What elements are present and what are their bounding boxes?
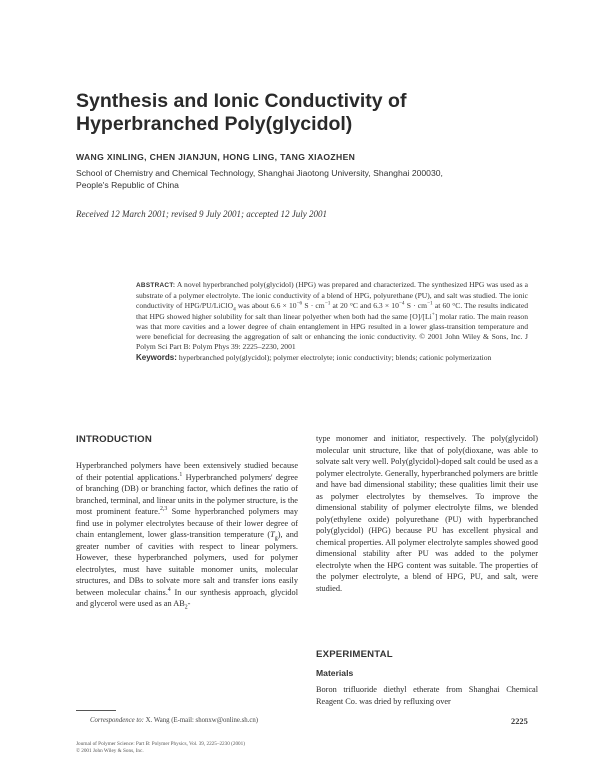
introduction-right-column: type monomer and initiator, respectively. The poly(glycidol) molecular unit structure, like that of poly(dioxane, was able to solvate salt very well. Poly(glycidol)-doped salt could be used as a polymer electrolyte. Generally, hyperbranched polymers are brittle and have bad dimensional stability; these qualities limit their use as polymer electrolytes by themselves. To improve the dimensional stability of polymer electrolyte films, we blended poly(ethylene oxide) polyurethane (PU) with hyperbranched poly(glycidol) (HPG) because PU has excellent physical and chemical properties. All polymer electrolyte samples showed good dimensional stability after PU was added to the polymer electrolyte when the HPG content was suitable. The properties of the polymer electrolyte, a blend of HPG, PU, and salt, were studied. — [316, 434, 538, 593]
author-list: WANG XINLING, CHEN JIANJUN, HONG LING, TANG XIAOZHEN — [76, 152, 356, 162]
page-number: 2225 — [511, 717, 528, 726]
correspondence-label: Correspondence to: — [90, 717, 144, 724]
introduction-heading: INTRODUCTION — [76, 434, 152, 445]
materials-subheading: Materials — [316, 668, 354, 678]
abstract-block — [136, 280, 528, 364]
affiliation-line-2: People's Republic of China — [76, 180, 179, 190]
introduction-left-column: Hyperbranched polymers have been extensively studied because of their potential applications.$^1$ Hyperbranched polymers' degree of branching (DB) or branching factor, which defines the ratio of branched, terminal, and linear units in the polymer structure, is the most prominent feature.$^{2,3}$ Some hyperbranched polymers may find use in polymer electrolytes because of their lower degree of chain entanglement, lower glass-transition temperature $(T_g)$, and greater number of cavities with respect to linear polymers. However, these hyperbranched polymers, used for polymer electrolytes, must have suitable monomer units, molecular structures, and DBs to solvate more salt and transfer ions easily between molecular chains.$^4$ In our synthesis approach, glycidol and glycerol were used as an $AB_2-$ — [76, 461, 298, 611]
keywords — [136, 353, 528, 363]
materials-text: Boron trifluoride diethyl etherate from Shanghai Chemical Reagent Co. was dried by refluxing over — [316, 685, 538, 706]
abstract-text: A novel hyperbranched poly(glycidol) (HPG) was prepared and characterized. The synthesized HPG was used as a substrate of a polymer electrolyte. The ionic conductivity of a blend of HPG, polyurethane (PU), and salt was studied. The ionic conductivity of HPG/PU/LiClO$_4$ was about $6.6 \times 10^{-6}$ $S \cdot cm^{-1}$ at 20 °C and $6.3 \times 10^{-4}$ $S \cdot cm^{-1}$ at 60 °C. The results indicated that HPG showed higher solubility for salt than linear polyether when both had the same [O]/[Li+] molar ratio. The main reason was that more cavities and a lower degree of chain entanglement in HPG resulted in a lower glass-transition temperature and were beneficial for decreasing the aggregation of salt or enhancing the ionic conductivity. © 2001 John Wiley & Sons, Inc. J Polym Sci Part B: Polym Phys 39: 2225–2230, 2001 — [136, 280, 529, 352]
paper-title: Synthesis and Ionic Conductivity of Hyperbranched Poly(glycidol) — [76, 90, 407, 135]
received-dates: Received 12 March 2001; revised 9 July 2001; accepted 12 July 2001 — [76, 209, 327, 219]
affiliation — [76, 167, 516, 191]
footnote-rule — [76, 710, 116, 711]
keywords-label: Keywords: — [136, 353, 177, 363]
abstract-label: ABSTRACT: — [136, 282, 176, 289]
keywords-text: hyperbranched poly(glycidol); polymer electrolyte; ionic conductivity; blends; cationic polymerization — [178, 353, 492, 363]
correspondence-note — [76, 716, 298, 725]
journal-copyright: © 2001 John Wiley & Sons, Inc. — [76, 748, 144, 754]
journal-info — [76, 741, 298, 755]
affiliation-line-1: School of Chemistry and Chemical Technology, Shanghai Jiaotong University, Shanghai 200030, — [76, 168, 443, 178]
journal-citation: Journal of Polymer Science: Part B: Polymer Physics, Vol. 39, 2225–2230 (2001) — [76, 741, 245, 747]
correspondence-text: X. Wang (E-mail: shonxw@online.sh.cn) — [145, 717, 259, 724]
experimental-heading: EXPERIMENTAL — [316, 649, 393, 660]
